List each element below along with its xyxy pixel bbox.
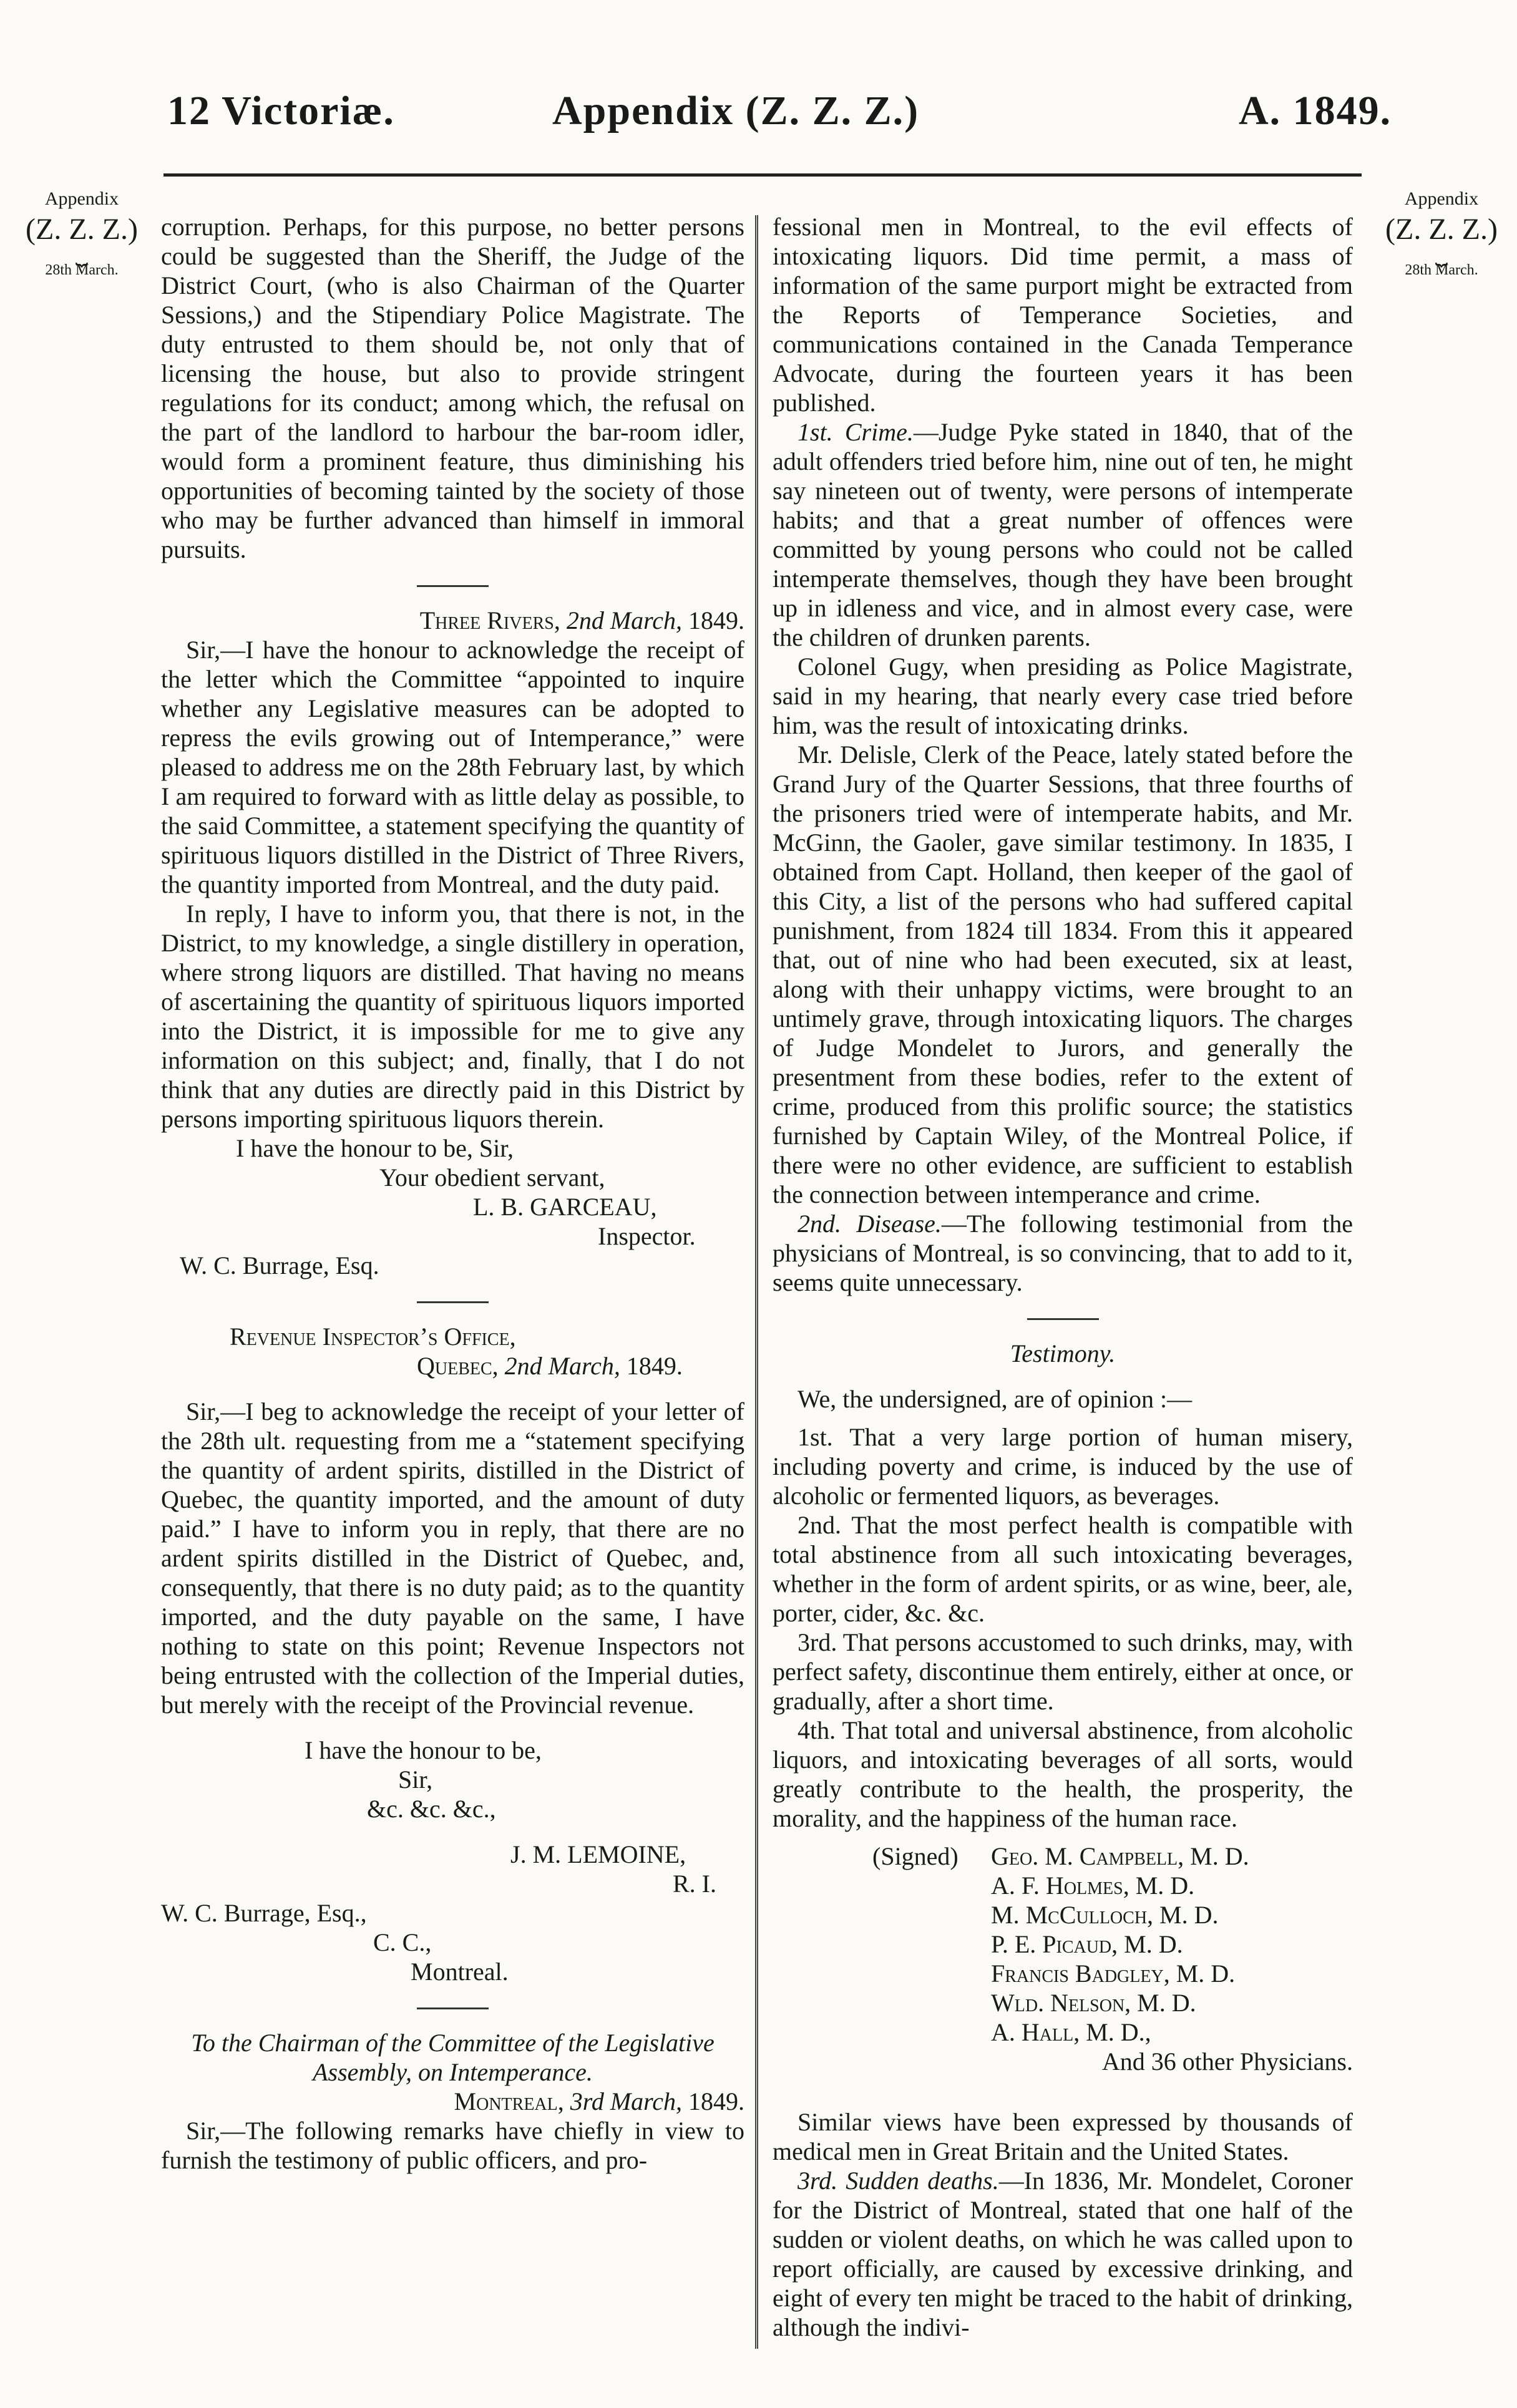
letter2-para1: Sir,—I beg to acknowledge the receipt of your letter of the 28th ult. requesting from me a “statement specifying the quantity of ardent spirits, distilled in the District of Quebec, the quantity imported, and the amount of duty paid.” I have to inform you in reply, that there are no ardent spirits distilled in the District of Quebec, and, consequently, that there is no duty paid; as to the quantity imported, and the duty payable on the same, I have nothing to state on this point; Revenue Inspectors not being entrusted with the collection of the Imperial duties, but merely with the receipt of the Provincial revenue. [161,1397,744,1719]
opinion-item: 1st. That a very large portion of human misery, including poverty and crime, is induced by the use of alcoholic or fermented liquors, as beverages. [773,1423,1353,1510]
letter1-closing2: Your obedient servant, [379,1163,605,1192]
disease-paragraph: 2nd. Disease.—The following testimonial from the physicians of Montreal, is so convincing, that to add to it, seems quite unnecessary. [773,1210,1353,1296]
continued-paragraph: fessional men in Montreal, to the evil effects of intoxicating liquors. Did time permit, a mass of information of the same purport might be extracted from the Reports of Temperance Societies, and communications contained in the Canada Temperance Advocate, during the fourteen years it has been published. [773,213,1353,417]
letter1-title: Inspector. [598,1222,696,1250]
margin-note-left [4,187,160,279]
spacer [161,1719,744,1736]
testimony-heading: Testimony. [1010,1339,1116,1367]
gugy-paragraph: Colonel Gugy, when presiding as Police Magistrate, said in my hearing, that nearly every case tried before him, was the result of intoxicating drinks. [773,653,1353,739]
signatories-list [991,1842,1249,2047]
margin-note-date: 28th March. [1405,261,1478,278]
column-divider [755,215,758,2349]
signatory: P. E. Picaud, M. D. [991,1930,1183,1958]
spacer [773,2076,1353,2107]
letter1-para2: In reply, I have to inform you, that there is not, in the District, to my knowledge, a single distillery in operation, where strong liquors are distilled. That having no means of ascertaining the quantity of spirituous liquors imported into the District, it is impossible for me to give any information on this subject; and, finally, that I do not think that any duties are directly paid in this District by persons importing spirituous liquors therein. [161,900,744,1133]
intro-paragraph: corruption. Perhaps, for this purpose, no better persons could be suggested than the Sheriff, the Judge of the District Court, (who is also Chairman of the Quarter Sessions,) and the Stipendiary Police Magistrate. The duty entrusted to them should be, not only that of licensing the house, but also to provide stringent regulations for its conduct; among which, the refusal on the part of the landlord to harbour the bar-room idler, would form a prominent feature, thus diminishing his opportunities of becoming tainted by the society of those who may be further advanced than himself in immoral pursuits. [161,213,744,563]
letter1-dateline: Three Rivers, 2nd March, 1849. [419,606,744,634]
brace-icon: ⏟ [1435,242,1448,266]
right-column [773,212,1353,2342]
spacer [161,1381,744,1397]
crime-paragraph: 1st. Crime.—Judge Pyke stated in 1840, that of the adult offenders tried before him, nine out of ten, he might say nineteen out of twenty, were persons of intemperate habits; and that a great number of offences were committed by young persons who could not be called intemperate themselves, though they have been brought up in idleness and vice, and in almost every case, were the children of drunken parents. [773,418,1353,651]
margin-note-label: Appendix [1404,188,1479,209]
spacer [773,1833,1353,1842]
margin-note-label: Appendix [44,188,119,209]
letter1-addressee: W. C. Burrage, Esq. [180,1251,379,1279]
margin-note-code: (Z. Z. Z.) [1385,212,1498,246]
signed-label: (Signed) [872,1842,958,1870]
spacer [773,1414,1353,1422]
letter2-closing1: I have the honour to be, [305,1736,542,1764]
delisle-paragraph: Mr. Delisle, Clerk of the Peace, lately stated before the Grand Jury of the Quarter Sessions, that three fourths of the prisoners tried were of intemperate habits, and Mr. McGinn, the Gaoler, gave similar testimony. In 1835, I obtained from Capt. Holland, then keeper of the gaol of this City, a list of the persons who had suffered capital punishment, from 1824 till 1834. From this it appeared that, out of nine who had been executed, six at least, along with their unhappy victims, were brought to an untimely grave, through intoxicating liquors. The charges of Judge Mondelet to Jurors, and generally the presentment from these bodies, refer to the extent of crime, produced from this prolific source; the statistics furnished by Captain Wiley, of the Montreal Police, if there were no other evidence, are sufficient to establish the connection between intemperance and crime. [773,740,1353,1208]
letter1-signature: L. B. GARCEAU, [473,1193,657,1221]
signatory: Geo. M. Campbell, M. D. [991,1842,1249,1870]
letter2-addressee: W. C. Burrage, Esq., [161,1899,367,1927]
header-rule [163,173,1362,177]
other-physicians: And 36 other Physicians. [1101,2047,1353,2075]
spacer [161,1823,744,1840]
sudden-deaths-paragraph: 3rd. Sudden deaths.—In 1836, Mr. Mondelet, Coroner for the District of Montreal, stated that one half of the sudden or violent deaths, on which he was called upon to report officially, are caused by excessive drinking, and eight of every ten might be traced to the habit of drinking, although the indivi- [773,2167,1353,2341]
signatory: M. McCulloch, M. D. [991,1901,1219,1929]
opinion-item: 4th. That total and universal abstinence, from alcoholic liquors, and intoxicating beverages of all sorts, would greatly contribute to the health, the prosperity, the morality, and the happiness of the human race. [773,1716,1353,1832]
letter3-para1: Sir,—The following remarks have chiefly in view to furnish the testimony of public officers, and pro- [161,2117,744,2174]
letter2-signature: J. M. LEMOINE, [510,1840,686,1868]
letter2-heading: Revenue Inspector’s Office, [230,1323,516,1351]
spacer [773,1368,1353,1384]
left-column [161,212,744,2175]
signatory: A. Hall, M. D., [991,2018,1151,2046]
letter1-para1: Sir,—I have the honour to acknowledge the receipt of the letter which the Committee “appointed to inquire whether any Legislative measures can be adopted to repress the evils growing out of Intemperance,” were pleased to address me on the 28th February last, by which I am required to forward with as little delay as possible, to the said Committee, a statement specifying the quantity of spirituous liquors distilled in the District of Three Rivers, the quantity imported from Montreal, and the duty paid. [161,636,744,898]
margin-note-code: (Z. Z. Z.) [26,212,138,246]
section-separator [417,2007,489,2009]
signatory: Francis Badgley, M. D. [991,1959,1236,1988]
letter2-addressee2: C. C., [373,1928,432,1956]
letter2-dateline: Quebec, 2nd March, 1849. [417,1352,683,1380]
letter3-dateline: Montreal, 3rd March, 1849. [454,2087,744,2115]
brace-icon: ⏟ [75,242,89,266]
letter2-closing3: &c. &c. &c., [367,1795,496,1823]
letter2-signature-title: R. I. [673,1870,716,1898]
header-right: A. 1849. [1239,88,1392,134]
header-center: Appendix (Z. Z. Z.) [552,88,920,134]
signatory: A. F. Holmes, M. D. [991,1872,1195,1900]
opinion-item: 3rd. That persons accustomed to such drinks, may, with perfect safety, discontinue them entirely, either at once, or gradually, after a short time. [773,1628,1353,1715]
opinion-item: 2nd. That the most perfect health is compatible with total abstinence from all such intoxicating beverages, whether in the form of ardent spirits, or as wine, beer, ale, porter, cider, &c. &c. [773,1511,1353,1627]
section-separator [417,1301,489,1303]
similar-views-paragraph: Similar views have been expressed by thousands of medical men in Great Britain and the United States. [773,2108,1353,2165]
margin-note-right [1363,187,1517,279]
signatories-block [872,1842,1353,2047]
section-separator [417,585,489,587]
margin-note-date: 28th March. [45,261,119,278]
letter2-closing2: Sir, [398,1765,433,1794]
letter1-closing1: I have the honour to be, Sir, [236,1134,514,1162]
header-left: 12 Victoriæ. [167,88,395,134]
section-separator [1027,1318,1099,1320]
letter3-heading: To the Chairman of the Committee of the Legislative Assembly, on Intemperance. [191,2029,715,2086]
signatory: Wld. Nelson, M. D. [991,1989,1196,2017]
letter2-addressee3: Montreal. [411,1958,509,1986]
opinion-intro: We, the undersigned, are of opinion :— [798,1385,1193,1413]
